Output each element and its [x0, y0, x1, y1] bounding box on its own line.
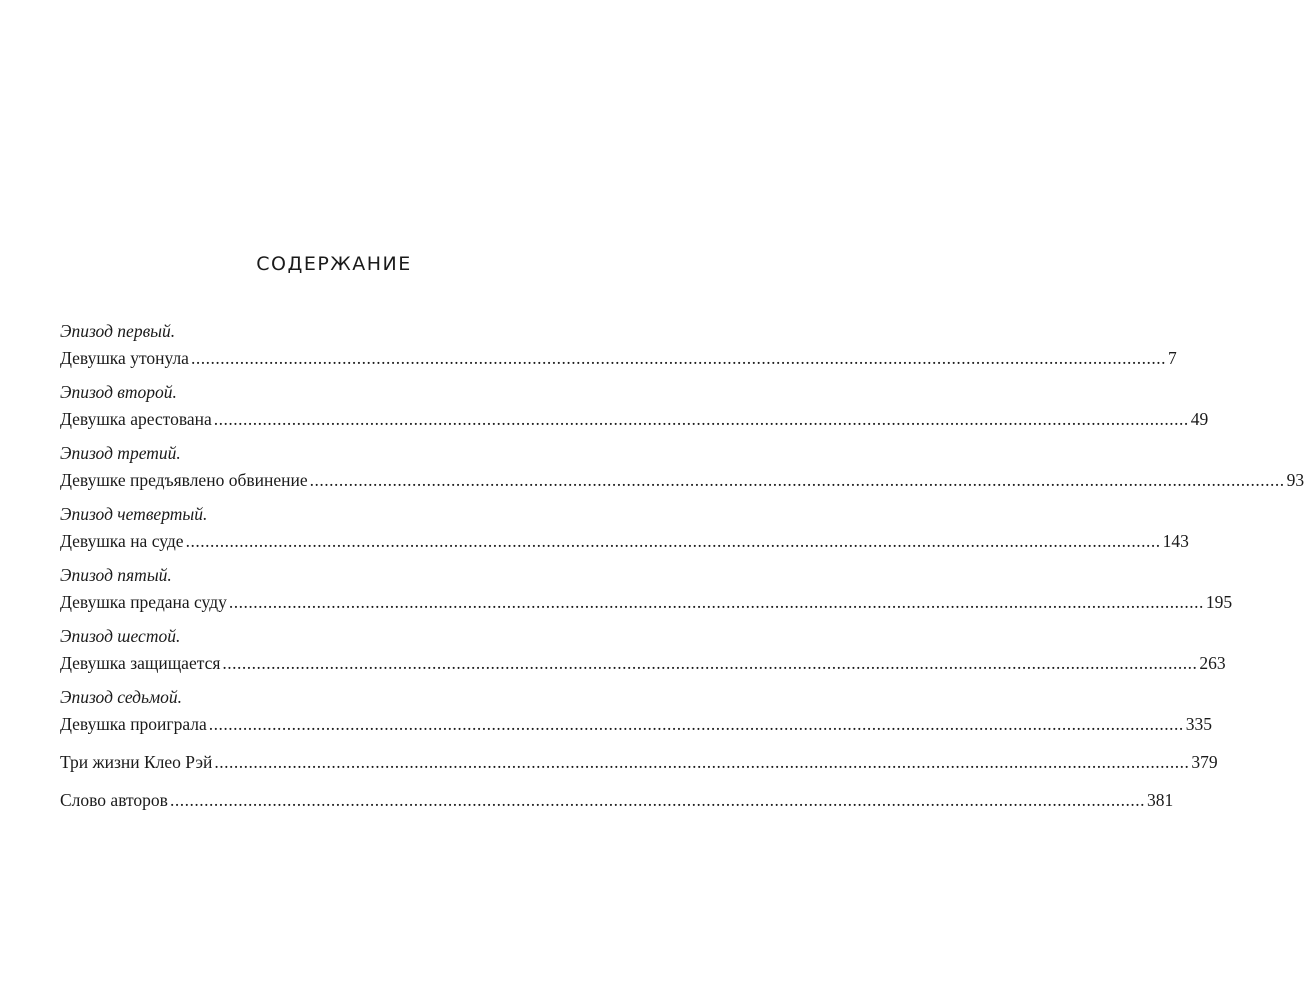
toc-entry	[60, 562, 1233, 616]
episode-label: Эпизод шестой.	[60, 626, 181, 646]
episode-label: Эпизод второй.	[60, 382, 177, 402]
page-title: СОДЕРЖАНИЕ	[256, 253, 412, 275]
page-number: 195	[1205, 592, 1233, 612]
page-number: 263	[1199, 653, 1226, 673]
page-number: 7	[1167, 348, 1177, 368]
page-number: 143	[1162, 531, 1189, 551]
dot-leader: ........................................................................................................................................................................................................	[214, 752, 1190, 772]
toc-entry	[60, 318, 1177, 372]
chapter-title: Девушка защищается	[60, 653, 221, 673]
dot-leader: ........................................................................................................................................................................................................	[208, 714, 1184, 734]
toc-entry	[60, 501, 1189, 555]
dot-leader: ........................................................................................................................................................................................................	[222, 653, 1198, 673]
dot-leader: ........................................................................................................................................................................................................	[228, 592, 1204, 612]
page-number: 93	[1286, 470, 1304, 490]
toc-line	[60, 650, 1226, 677]
episode-label: Эпизод четвертый.	[60, 504, 208, 524]
chapter-title: Девушка проиграла	[60, 714, 207, 734]
page-number: 379	[1191, 752, 1218, 772]
dot-leader: ........................................................................................................................................................................................................	[190, 348, 1166, 368]
chapter-title: Девушка арестована	[60, 409, 212, 429]
toc-line	[60, 787, 1174, 814]
dot-leader: ........................................................................................................................................................................................................	[169, 790, 1145, 810]
toc-entry	[60, 749, 1218, 776]
chapter-title: Слово авторов	[60, 790, 168, 810]
page-number: 335	[1185, 714, 1213, 734]
dot-leader: ........................................................................................................................................................................................................	[213, 409, 1189, 429]
episode-label: Эпизод третий.	[60, 443, 181, 463]
episode-label: Эпизод пятый.	[60, 565, 172, 585]
episode-label: Эпизод седьмой.	[60, 687, 183, 707]
chapter-title: Девушке предъявлено обвинение	[60, 470, 308, 490]
page-number: 49	[1190, 409, 1209, 429]
chapter-title: Девушка предана суду	[60, 592, 227, 612]
toc-line	[60, 345, 1177, 372]
chapter-title: Три жизни Клео Рэй	[60, 752, 213, 772]
toc-line	[60, 711, 1213, 738]
page-number: 381	[1146, 790, 1174, 810]
toc-entry	[60, 684, 1213, 738]
chapter-title: Девушка на суде	[60, 531, 184, 551]
toc-line	[60, 528, 1189, 555]
episode-label: Эпизод первый.	[60, 321, 176, 341]
toc-line	[60, 467, 1304, 494]
toc-line	[60, 589, 1233, 616]
toc-entry	[60, 440, 1304, 494]
toc-entry	[60, 623, 1226, 677]
table-of-contents	[60, 318, 1304, 814]
chapter-title: Девушка утонула	[60, 348, 189, 368]
toc-line	[60, 406, 1209, 433]
dot-leader: ........................................................................................................................................................................................................	[309, 470, 1285, 490]
dot-leader: ........................................................................................................................................................................................................	[185, 531, 1161, 551]
toc-entry	[60, 379, 1209, 433]
toc-line	[60, 749, 1218, 776]
toc-entry	[60, 787, 1174, 814]
